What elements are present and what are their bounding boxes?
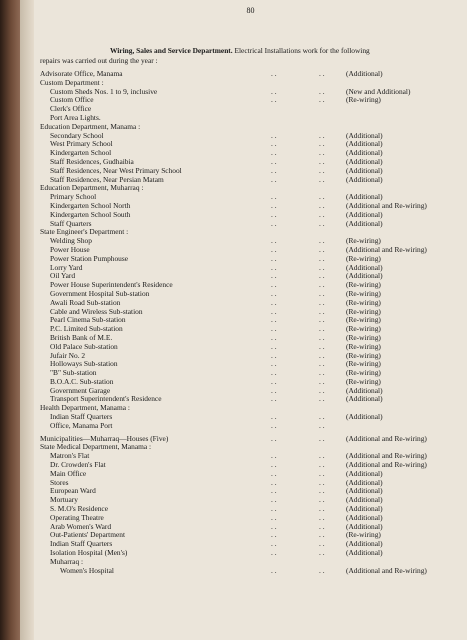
leader-dots: . . xyxy=(271,262,277,272)
leader-dots: . . xyxy=(271,565,277,575)
leader-dots: . . xyxy=(271,236,277,246)
leader-dots: . . xyxy=(271,165,277,175)
leader-dots: . . xyxy=(319,539,325,549)
leader-dots: . . xyxy=(271,288,277,298)
page-number: 80 xyxy=(246,6,255,15)
leader-dots: . . xyxy=(271,200,277,210)
leader-dots: . . xyxy=(271,548,277,558)
item-label: Out-Patients' Department xyxy=(50,530,126,540)
leader-dots: . . xyxy=(271,539,277,549)
work-type: (Additional) xyxy=(346,271,383,281)
leader-dots: . . xyxy=(319,165,325,175)
item-label: P.C. Limited Sub-station xyxy=(50,324,123,334)
leader-dots: . . xyxy=(319,350,325,360)
item-label: Oil Yard xyxy=(50,271,76,281)
leader-dots: . . xyxy=(271,420,277,430)
leader-dots: . . xyxy=(319,394,325,404)
leader-dots: . . xyxy=(319,451,325,461)
leader-dots: . . xyxy=(319,95,325,105)
work-type: (Re-wiring) xyxy=(346,359,381,369)
work-type: (Re-wiring) xyxy=(346,315,381,325)
item-label: Education Department, Muharraq : xyxy=(40,183,144,193)
leader-dots: . . xyxy=(319,86,325,96)
item-label: Dr. Crowden's Flat xyxy=(50,460,106,470)
item-label: Matron's Flat xyxy=(50,451,90,461)
leader-dots: . . xyxy=(271,130,277,140)
leader-dots: . . xyxy=(271,359,277,369)
leader-dots: . . xyxy=(319,288,325,298)
leader-dots: . . xyxy=(319,244,325,254)
section-heading-row xyxy=(40,184,460,193)
leader-dots: . . xyxy=(271,512,277,522)
work-type: (Re-wiring) xyxy=(346,530,381,540)
item-label: Pearl Cinema Sub-station xyxy=(50,315,126,325)
leader-dots: . . xyxy=(271,315,277,325)
leader-dots: . . xyxy=(271,218,277,228)
leader-dots: . . xyxy=(319,368,325,378)
item-label: Staff Quarters xyxy=(50,218,92,228)
leader-dots: . . xyxy=(271,139,277,149)
work-type: (Additional) xyxy=(346,130,383,140)
intro-text-continued: repairs was carried out during the year : xyxy=(40,56,158,65)
leader-dots: . . xyxy=(271,477,277,487)
leader-dots: . . xyxy=(319,69,325,78)
work-type: (Additional) xyxy=(346,477,383,487)
leader-dots: . . xyxy=(271,433,277,443)
intro-paragraph xyxy=(40,46,450,66)
item-label: Kindergarten School xyxy=(50,148,112,158)
item-label: Mortuary xyxy=(50,495,78,505)
work-type: (Additional) xyxy=(346,385,383,395)
leader-dots: . . xyxy=(271,280,277,290)
item-label: Jufair No. 2 xyxy=(50,350,86,360)
work-type: (Additional) xyxy=(346,69,383,78)
item-label: Transport Superintendent's Residence xyxy=(50,394,162,404)
leader-dots: . . xyxy=(271,376,277,386)
leader-dots: . . xyxy=(271,460,277,470)
leader-dots: . . xyxy=(271,156,277,166)
leader-dots: . . xyxy=(319,385,325,395)
leader-dots: . . xyxy=(271,324,277,334)
leader-dots: . . xyxy=(271,174,277,184)
work-type: (Additional) xyxy=(346,262,383,272)
work-type: (Additional) xyxy=(346,412,383,422)
leader-dots: . . xyxy=(271,341,277,351)
item-label: Welding Shop xyxy=(50,236,92,246)
work-type: (Additional) xyxy=(346,192,383,202)
item-label: Custom Office xyxy=(50,95,94,105)
item-label: Arab Women's Ward xyxy=(50,521,112,531)
work-type: (Additional) xyxy=(346,165,383,175)
item-label: Education Department, Manama : xyxy=(40,121,141,131)
work-type: (Re-wiring) xyxy=(346,297,381,307)
leader-dots: . . xyxy=(319,521,325,531)
work-type: (Additional) xyxy=(346,548,383,558)
work-type: (New and Additional) xyxy=(346,86,411,96)
leader-dots: . . xyxy=(271,148,277,158)
work-type: (Additional) xyxy=(346,174,383,184)
leader-dots: . . xyxy=(271,504,277,514)
work-type: (Re-wiring) xyxy=(346,280,381,290)
work-type: (Additional) xyxy=(346,521,383,531)
item-label: Government Hospital Sub-station xyxy=(50,288,150,298)
leader-dots: . . xyxy=(271,192,277,202)
item-label: Holloways Sub-station xyxy=(50,359,118,369)
leader-dots: . . xyxy=(319,306,325,316)
leader-dots: . . xyxy=(271,530,277,540)
leader-dots: . . xyxy=(319,359,325,369)
leader-dots: . . xyxy=(271,244,277,254)
item-label: Secondary School xyxy=(50,130,104,140)
leader-dots: . . xyxy=(271,95,277,105)
work-type: (Re-wiring) xyxy=(346,350,381,360)
leader-dots: . . xyxy=(319,460,325,470)
list-item xyxy=(40,343,460,352)
item-label: Cable and Wireless Sub-station xyxy=(50,306,143,316)
work-type: (Additional and Re-wiring) xyxy=(346,460,427,470)
work-type: (Re-wiring) xyxy=(346,332,381,342)
leader-dots: . . xyxy=(319,486,325,496)
work-type: (Additional) xyxy=(346,486,383,496)
work-type: (Additional and Re-wiring) xyxy=(346,451,427,461)
list-item xyxy=(40,470,460,479)
leader-dots: . . xyxy=(271,486,277,496)
item-label: Port Area Lights. xyxy=(50,112,101,122)
item-label: British Bank of M.E. xyxy=(50,332,113,342)
leader-dots: . . xyxy=(319,262,325,272)
list-item xyxy=(40,88,460,97)
item-label: Clerk's Office xyxy=(50,104,92,114)
item-label: State Medical Department, Manama : xyxy=(40,442,152,452)
leader-dots: . . xyxy=(319,297,325,307)
leader-dots: . . xyxy=(319,315,325,325)
work-type: (Additional) xyxy=(346,512,383,522)
leader-dots: . . xyxy=(319,148,325,158)
leader-dots: . . xyxy=(271,209,277,219)
leader-dots: . . xyxy=(319,495,325,505)
list-item xyxy=(40,422,460,431)
work-type: (Re-wiring) xyxy=(346,341,381,351)
leader-dots: . . xyxy=(319,130,325,140)
leader-dots: . . xyxy=(271,394,277,404)
list-item xyxy=(40,264,460,273)
leader-dots: . . xyxy=(271,297,277,307)
leader-dots: . . xyxy=(271,495,277,505)
list-item xyxy=(40,487,460,496)
leader-dots: . . xyxy=(271,350,277,360)
item-label: Power House xyxy=(50,244,90,254)
list-item xyxy=(40,461,460,470)
leader-dots: . . xyxy=(319,412,325,422)
section-heading-row xyxy=(40,228,460,237)
leader-dots: . . xyxy=(271,253,277,263)
leader-dots: . . xyxy=(271,451,277,461)
work-type: (Additional) xyxy=(346,156,383,166)
item-label: Staff Residences, Near Persian Matam xyxy=(50,174,164,184)
work-type: (Re-wiring) xyxy=(346,306,381,316)
work-type: (Additional) xyxy=(346,218,383,228)
book-spine xyxy=(0,0,20,640)
item-label: Power Station Pumphouse xyxy=(50,253,129,263)
item-label: Power House Superintendent's Residence xyxy=(50,280,173,290)
leader-dots: . . xyxy=(319,420,325,430)
leader-dots: . . xyxy=(319,271,325,281)
leader-dots: . . xyxy=(319,548,325,558)
item-label: Staff Residences, Near West Primary School xyxy=(50,165,182,175)
leader-dots: . . xyxy=(319,174,325,184)
item-label: European Ward xyxy=(50,486,96,496)
leader-dots: . . xyxy=(319,156,325,166)
list-item xyxy=(40,211,460,220)
leader-dots: . . xyxy=(319,139,325,149)
work-type: (Additional) xyxy=(346,394,383,404)
item-label: B.O.A.C. Sub-station xyxy=(50,376,114,386)
list-item xyxy=(40,567,460,576)
leader-dots: . . xyxy=(319,376,325,386)
leader-dots: . . xyxy=(319,218,325,228)
item-label: Advisorate Office, Manama xyxy=(40,69,123,78)
item-label: Women's Hospital xyxy=(60,565,114,575)
item-label: Isolation Hospital (Men's) xyxy=(50,548,128,558)
work-type: (Additional) xyxy=(346,139,383,149)
leader-dots: . . xyxy=(271,368,277,378)
leader-dots: . . xyxy=(319,433,325,443)
leader-dots: . . xyxy=(319,565,325,575)
work-type: (Re-wiring) xyxy=(346,368,381,378)
leader-dots: . . xyxy=(319,332,325,342)
department-title: Wiring, Sales and Service Department. xyxy=(110,46,233,55)
leader-dots: . . xyxy=(319,512,325,522)
leader-dots: . . xyxy=(319,253,325,263)
work-type: (Additional and Re-wiring) xyxy=(346,433,427,443)
list-item xyxy=(40,479,460,488)
item-label: Municipalities—Muharraq—Houses (Five) xyxy=(40,433,169,443)
list-item xyxy=(40,549,460,558)
item-label: Government Garage xyxy=(50,385,111,395)
item-label: Operating Theatre xyxy=(50,512,104,522)
leader-dots: . . xyxy=(319,192,325,202)
item-label: Custom Department : xyxy=(40,77,104,87)
work-type: (Re-wiring) xyxy=(346,288,381,298)
work-type: (Additional) xyxy=(346,539,383,549)
item-label: West Primary School xyxy=(50,139,113,149)
leader-dots: . . xyxy=(271,86,277,96)
work-type: (Re-wiring) xyxy=(346,324,381,334)
document-page xyxy=(34,0,467,640)
item-label: Lorry Yard xyxy=(50,262,83,272)
item-label: Staff Residences, Gudhaibia xyxy=(50,156,134,166)
item-label: Old Palace Sub-station xyxy=(50,341,118,351)
item-label: State Engineer's Department : xyxy=(40,227,129,237)
leader-dots: . . xyxy=(319,341,325,351)
item-label: Primary School xyxy=(50,192,97,202)
item-label: Kindergarten School South xyxy=(50,209,131,219)
leader-dots: . . xyxy=(271,412,277,422)
item-label: Custom Sheds Nos. 1 to 9, inclusive xyxy=(50,86,158,96)
work-type: (Re-wiring) xyxy=(346,236,381,246)
item-label: Office, Manama Port xyxy=(50,420,113,430)
page-gutter xyxy=(20,0,34,640)
work-type: (Additional and Re-wiring) xyxy=(346,565,427,575)
list-item xyxy=(40,360,460,369)
list-item xyxy=(40,105,460,114)
leader-dots: . . xyxy=(271,271,277,281)
work-type: (Additional) xyxy=(346,148,383,158)
item-label: Indian Staff Quarters xyxy=(50,539,113,549)
list-item xyxy=(40,96,460,105)
work-type: (Additional and Re-wiring) xyxy=(346,200,427,210)
work-type: (Additional) xyxy=(346,504,383,514)
item-label: Stores xyxy=(50,477,69,487)
leader-dots: . . xyxy=(319,504,325,514)
leader-dots: . . xyxy=(319,324,325,334)
item-label: "B" Sub-station xyxy=(50,368,97,378)
item-label: Muharraq : xyxy=(50,556,84,566)
leader-dots: . . xyxy=(271,69,277,78)
list-item xyxy=(40,255,460,264)
installations-list xyxy=(40,70,460,575)
leader-dots: . . xyxy=(319,236,325,246)
work-type: (Additional) xyxy=(346,495,383,505)
item-label: S. M.O's Residence xyxy=(50,504,108,514)
work-type: (Additional) xyxy=(346,468,383,478)
leader-dots: . . xyxy=(319,280,325,290)
leader-dots: . . xyxy=(319,200,325,210)
item-label: Health Department, Manama : xyxy=(40,403,130,413)
work-type: (Re-wiring) xyxy=(346,253,381,263)
work-type: (Re-wiring) xyxy=(346,376,381,386)
work-type: (Re-wiring) xyxy=(346,95,381,105)
leader-dots: . . xyxy=(319,530,325,540)
leader-dots: . . xyxy=(271,521,277,531)
item-label: Main Office xyxy=(50,468,87,478)
work-type: (Additional) xyxy=(346,209,383,219)
leader-dots: . . xyxy=(271,468,277,478)
leader-dots: . . xyxy=(319,468,325,478)
leader-dots: . . xyxy=(319,209,325,219)
leader-dots: . . xyxy=(271,385,277,395)
leader-dots: . . xyxy=(271,306,277,316)
item-label: Indian Staff Quarters xyxy=(50,412,113,422)
leader-dots: . . xyxy=(319,477,325,487)
work-type: (Additional and Re-wiring) xyxy=(346,244,427,254)
item-label: Awali Road Sub-station xyxy=(50,297,121,307)
item-label: Kindergarten School North xyxy=(50,200,131,210)
leader-dots: . . xyxy=(271,332,277,342)
intro-text: Electrical Installations work for the following xyxy=(234,46,370,55)
